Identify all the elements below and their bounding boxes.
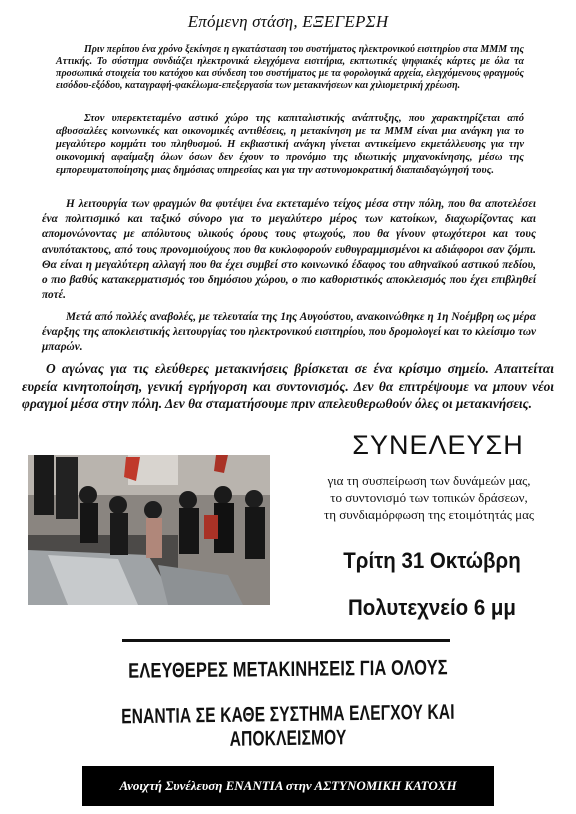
- assembly-purpose-line: τη συνδιαμόρφωση της ετοιμότητάς μας: [323, 507, 535, 522]
- paragraph-intro: Πριν περίπου ένα χρόνο ξεκίνησε η εγκατάσταση του συστήματος ηλεκτρονικού εισιτηρίου στα ΜΜΜ της Αττικής. Το σύστημα συνδιάζει ηλεκτρονικά ελεγχόμενα εισιτήρια, εκπτωτικές ψηφιακές κάρτες με όλα τα προσωπικά στοιχεία του κατόχου και σύνδεση του συστήματος με τα φορολογικά αρχεία, ελεγχόμενους φραγμούς εισόδου-εξόδου, καταγραφή-φακέλωμα-επεξεργασία των μετακινήσεων και χιλιομετρική χρέωση.: [56, 44, 524, 91]
- poster-title: Επόμενη στάση, ΕΞΕΓΕΡΣΗ: [187, 12, 389, 31]
- paragraph-deadline: Μετά από πολλές αναβολές, με τελευταία της 1ης Αυγούστου, ανακοινώθηκε η 1η Νοέμβρη ως μέρα έναρξης της αποκλειστικής λειτουργίας του ηλεκτρονικού εισιτηρίου, που δρομολογεί και το κλείσιμο των μπαρών.: [42, 311, 536, 354]
- assembly-date: Τρίτη 31 Οκτώβρη: [343, 548, 521, 573]
- assembly-place-time: Πολυτεχνείο 6 μμ: [348, 595, 516, 620]
- paragraph-call-to-action: Ο αγώνας για τις ελεύθερες μετακινήσεις βρίσκεται σε ένα κρίσιμο σημείο. Απαιτείται ευρεία κινητοποίηση, γενική εγρήγορση και συντονισμός. Δεν θα επιτρέψουμε να μπουν νέοι φραγμοί μέσα στην πόλη. Δεν θα σταματήσουμε πριν απελευθερωθούν όλες οι μετακινήσεις.: [22, 361, 554, 412]
- paragraph-barriers: Η λειτουργία των φραγμών θα φυτέψει ένα εκτεταμένο τείχος μέσα στην πόλη, που θα αποτελέσει ένα πολιτισμικό και ταξικό σύνορο για το μεγαλύτερο μέρος των κατοίκων, διαχωρίζοντας και απομονώνοντας με απόλυτους υλικούς όρους τους φτωχούς, που θα γίνουν φτωχότεροι και τους ανυπότακτους, από τους προνομιούχους που θα κυκλοφορούν ευθυγραμμισμένοι κι αδιάφοροι σαν ζόμπι. Θα είναι η μεγαλύτερη αλλαγή που θα έχει συμβεί στο κοινωνικό έδαφος του αθηναϊκού αστικού πεδίου, ο πιο βαθύς κατακερματισμός του δημόσιου χώρου, ο πιο καθοριστικός αποκλεισμός που έχει επιβληθεί ποτέ.: [42, 198, 536, 302]
- divider: [122, 639, 450, 642]
- footer-signature: Ανοιχτή Συνέλευση ΕΝΑΝΤΙΑ στην ΑΣΤΥΝΟΜΙΚΗ ΚΑΤΟΧΗ: [82, 766, 494, 806]
- paragraph-context: Στον υπερεκτεταμένο αστικό χώρο της καπιταλιστικής ανάπτυξης, που χαρακτηρίζεται από αβυσσαλέες κοινωνικές και οικονομικές αντιθέσεις, η μετακίνηση με τα ΜΜΜ είναι μια ανάγκη για το μεγαλύτερο κομμάτι του πληθυσμού. Η εκβιαστική ανάγκη γίνεται αντικείμενο εκμετάλλευσης για την οικονομική αφαίμαξη όλων όσων δεν έχουν το προνόμιο της ιδιωτικής μηχανοκίνησης, μέσω της εμπορευματοποίησης μιας δημόσιας υπηρεσίας και για την αστυνομοκρατική διαπαιδαγώγησή τους.: [56, 113, 524, 176]
- assembly-heading: ΣΥΝΕΛΕΥΣΗ: [352, 430, 524, 460]
- assembly-purpose-line: για τη συσπείρωση των δυνάμεών μας,: [327, 473, 531, 488]
- protest-photo-illustration: [28, 455, 270, 605]
- slogan-free-movement: ΕΛΕΥΘΕΡΕΣ ΜΕΤΑΚΙΝΗΣΕΙΣ ΓΙΑ ΟΛΟΥΣ: [128, 656, 448, 683]
- protest-photo: [28, 455, 270, 605]
- assembly-purpose: [282, 472, 576, 523]
- slogan-against-control: ΕΝΑΝΤΙΑ ΣΕ ΚΑΘΕ ΣΥΣΤΗΜΑ ΕΛΕΓΧΟΥ ΚΑΙ ΑΠΟΚΛΕΙΣΜΟΥ: [121, 700, 455, 751]
- assembly-purpose-line: το συντονισμό των τοπικών δράσεων,: [330, 490, 528, 505]
